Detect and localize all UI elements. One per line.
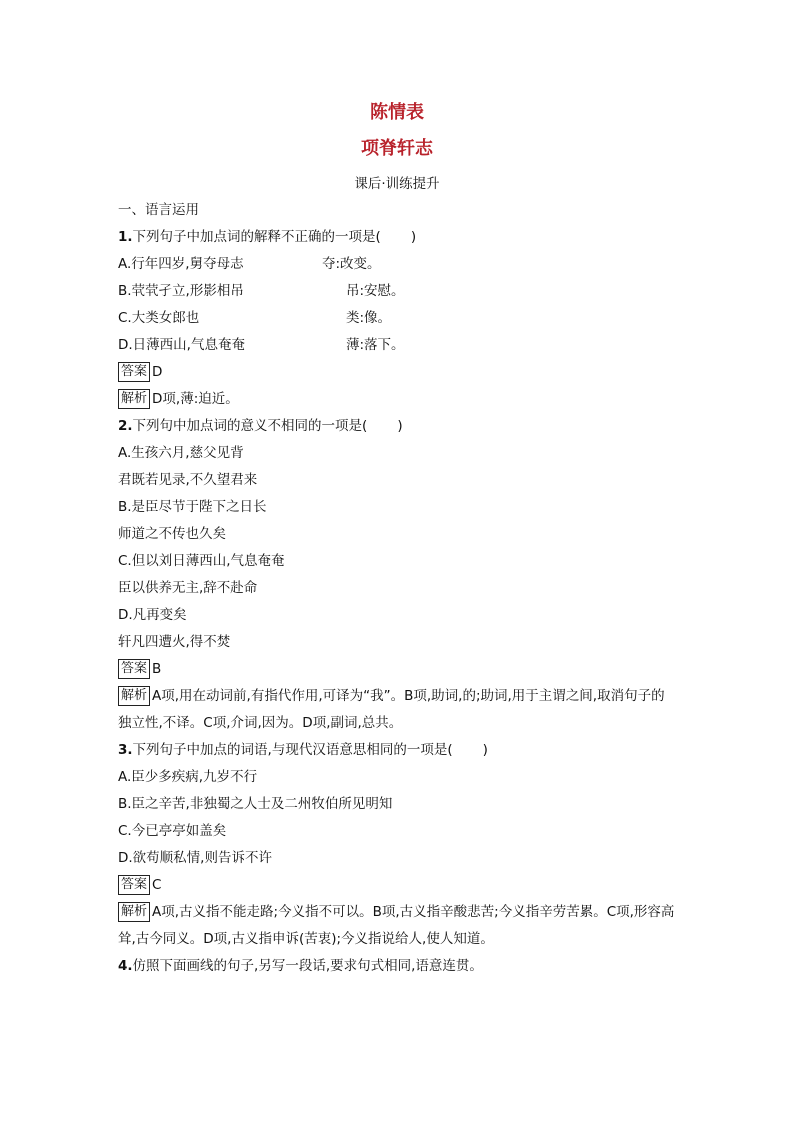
answer-value: B (152, 661, 162, 677)
question-close: ) (397, 418, 403, 434)
question-3-stem (118, 737, 678, 764)
question-3-line: A.臣少多疾病,九岁不行 (118, 769, 258, 785)
question-2-line: 轩凡四遭火,得不焚 (118, 634, 231, 650)
answer-label: 答案 (118, 362, 150, 382)
question-2-line: 臣以供养无主,辞不赴命 (118, 580, 258, 596)
option-explanation: 薄:落下。 (346, 337, 405, 353)
section-heading: 一、语言运用 (118, 202, 199, 218)
option-text: D.日薄西山,气息奄奄 (118, 337, 245, 353)
question-2-line: C.但以刘日薄西山,气息奄奄 (118, 553, 285, 569)
document-title: 陈情表 (370, 102, 424, 123)
question-text: 下列句中加点词的意义不相同的一项是( (132, 418, 368, 434)
question-2-line: 师道之不传也久矣 (118, 526, 226, 542)
answer-value: C (152, 877, 162, 893)
question-2-line: 君既若见录,不久望君来 (118, 472, 258, 488)
option-text: A.行年四岁,舅夺母志 (118, 256, 244, 272)
question-text: 仿照下面画线的句子,另写一段话,要求句式相同,语意连贯。 (132, 958, 483, 974)
option-explanation: 类:像。 (346, 310, 392, 326)
option-text: C.大类女郎也 (118, 310, 200, 326)
question-2-line: A.生孩六月,慈父见背 (118, 445, 244, 461)
question-number: 1. (118, 229, 133, 245)
question-1-option-d (118, 332, 678, 359)
answer-label: 答案 (118, 659, 150, 679)
question-number: 2. (118, 418, 133, 434)
answer-label: 答案 (118, 875, 150, 895)
question-3-line: C.今已亭亭如盖矣 (118, 823, 227, 839)
question-3-line: B.臣之辛苦,非独蜀之人士及二州牧伯所见明知 (118, 796, 393, 812)
question-2-answer (118, 656, 678, 683)
question-text: 下列句子中加点的词语,与现代汉语意思相同的一项是( (132, 742, 453, 758)
document-second-title: 项脊轩志 (361, 138, 433, 159)
question-1-answer (118, 359, 678, 386)
question-number: 3. (118, 742, 133, 758)
option-text: B.茕茕孑立,形影相吊 (118, 283, 244, 299)
question-3-line: D.欲苟顺私情,则告诉不许 (118, 850, 272, 866)
question-2-stem (118, 413, 678, 440)
question-2-line: D.凡再变矣 (118, 607, 187, 623)
question-2-line: B.是臣尽节于陛下之日长 (118, 499, 267, 515)
question-1-option-a (118, 251, 678, 278)
question-1-option-b (118, 278, 678, 305)
analysis-text: A项,古义指不能走路;今义指不可以。B项,古义指辛酸悲苦;今义指辛劳苦累。C项,形容高耸,古今同义。D项,古义指申诉(苦衷);今义指说给人,使人知道。 (118, 904, 675, 947)
analysis-label: 解析 (118, 902, 150, 922)
document-body (118, 197, 678, 980)
question-3-analysis (118, 899, 678, 953)
answer-value: D (152, 364, 163, 380)
question-1-option-c (118, 305, 678, 332)
option-explanation: 夺:改变。 (322, 256, 381, 272)
question-2-analysis (118, 683, 678, 737)
analysis-text: D项,薄:迫近。 (152, 391, 239, 407)
analysis-text: A项,用在动词前,有指代作用,可译为“我”。B项,助词,的;助词,用于主谓之间,取消句子的独立性,不译。C项,介词,因为。D项,副词,总共。 (118, 688, 665, 731)
question-close: ) (482, 742, 488, 758)
document-subtitle: 课后·训练提升 (354, 176, 440, 192)
option-explanation: 吊:安慰。 (346, 283, 405, 299)
question-1-stem (118, 224, 678, 251)
analysis-label: 解析 (118, 389, 150, 409)
question-3-answer (118, 872, 678, 899)
analysis-label: 解析 (118, 686, 150, 706)
question-4-stem (118, 953, 678, 980)
question-number: 4. (118, 958, 133, 974)
question-text: 下列句子中加点词的解释不正确的一项是( (132, 229, 381, 245)
question-1-analysis (118, 386, 678, 413)
question-close: ) (410, 229, 417, 245)
